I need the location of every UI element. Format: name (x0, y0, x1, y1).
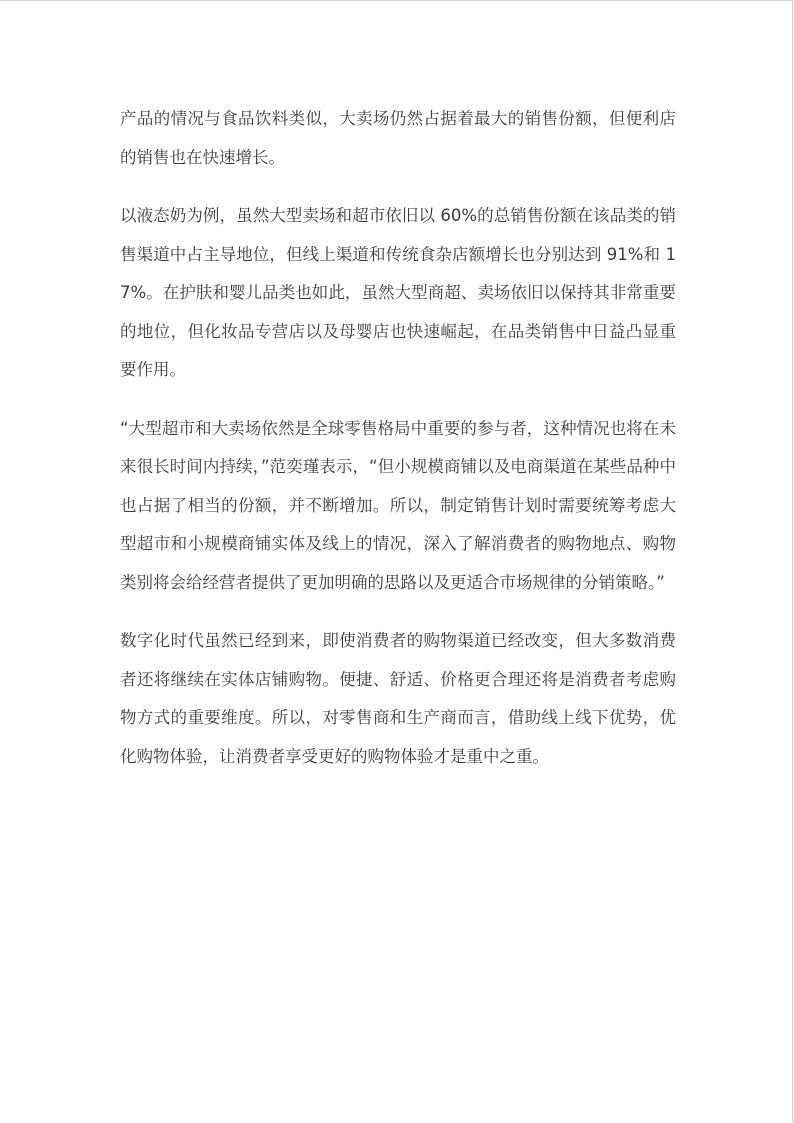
paragraph-3: “大型超市和大卖场依然是全球零售格局中重要的参与者，这种情况也将在未来很长时间内持续，”范奕瑾表示，“但小规模商铺以及电商渠道在某些品种中也占据了相当的份额，并不断增加。所以，制定销售计划时需要统筹考虑大型超市和小规模商铺实体及线上的情况，深入了解消费者的购物地点、购物类别将会给经营者提供了更加明确的思路以及更适合市场规律的分销策略。” (120, 418, 676, 592)
paragraph-2: 以液态奶为例，虽然大型卖场和超市依旧以 60%的总销售份额在该品类的销售渠道中占主导地位，但线上渠道和传统食杂店额增长也分别达到 91%和 17%。在护肤和婴儿品类也如此，虽然大型商超、卖场依旧以保持其非常重要的地位，但化妆品专营店以及母婴店也快速崛起，在品类销售中日益凸显重要作用。 (120, 206, 676, 379)
paragraph-1: 产品的情况与食品饮料类似，大卖场仍然占据着最大的销售份额，但便利店的销售也在快速增长。 (120, 109, 676, 167)
paragraph-4: 数字化时代虽然已经到来，即使消费者的购物渠道已经改变，但大多数消费者还将继续在实体店铺购物。便捷、舒适、价格更合理还将是消费者考虑购物方式的重要维度。所以，对零售商和生产商而言，借助线上线下优势，优化购物体验，让消费者享受更好的购物体验才是重中之重。 (120, 631, 676, 766)
document-body (120, 100, 676, 796)
